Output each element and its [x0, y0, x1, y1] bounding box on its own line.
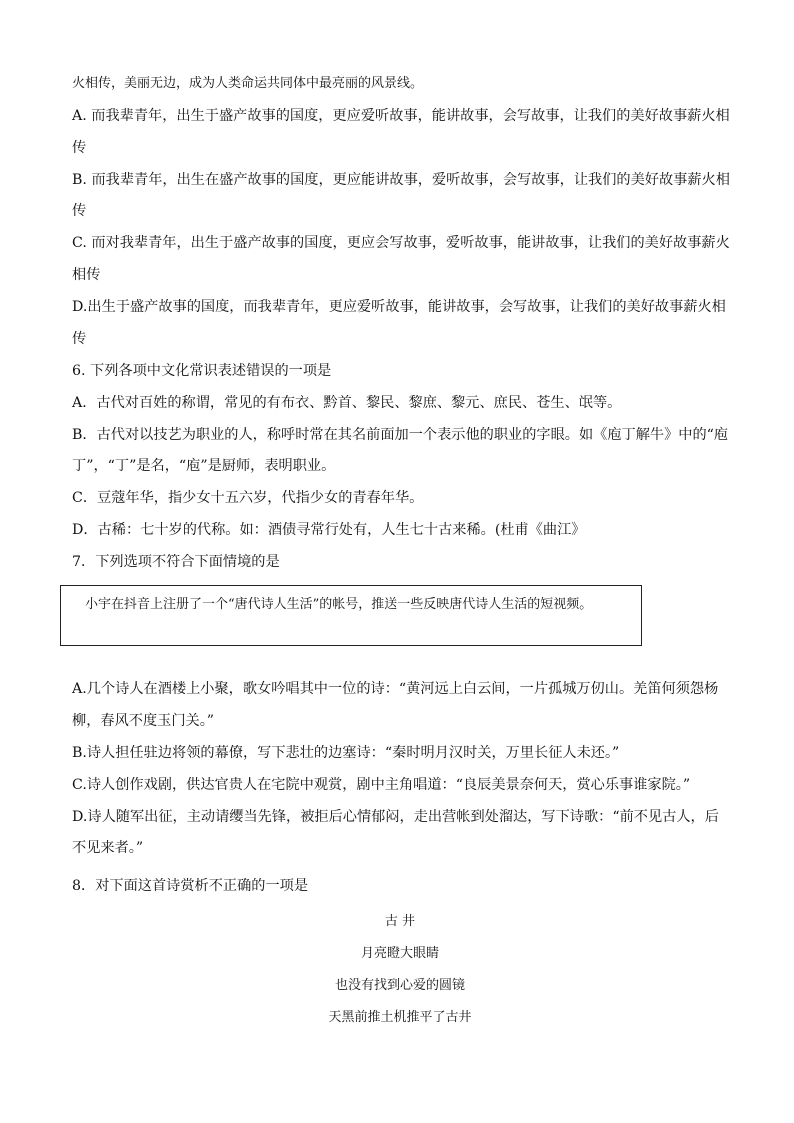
q7-scenario-box	[60, 585, 642, 646]
poem-title: 古 井	[384, 914, 416, 929]
q8-stem: 8．对下面这首诗赏析不正确的一项是	[72, 878, 309, 894]
q5-option-a-line2: 传	[72, 140, 87, 156]
q5-option-d-line1: D.出生于盛产故事的国度，而我辈青年，更应爱听故事，能讲故事，会写故事，让我们的美好故事薪火相	[72, 299, 726, 315]
q5-option-a-line1: A. 而我辈青年，出生于盛产故事的国度，更应爱听故事，能讲故事，会写故事，让我们的美好故事薪火相	[72, 108, 730, 124]
q7-option-a-line2: 柳，春风不度玉门关。”	[72, 713, 215, 729]
q7-option-d-line2: 不见来者。”	[72, 840, 144, 856]
poem-line-3: 天黑前推土机推平了古井	[328, 1010, 472, 1025]
q7-option-b: B.诗人担任驻边将领的幕僚，写下悲壮的边塞诗：“秦时明月汉时关，万里长征人未还。”	[72, 745, 620, 761]
q6-option-a: A．古代对百姓的称谓，常见的有布衣、黔首、黎民、黎庶、黎元、庶民、苍生、氓等。	[72, 395, 622, 411]
q5-option-b-line2: 传	[72, 203, 87, 219]
intro-line: 火相传，美丽无边，成为人类命运共同体中最亮丽的风景线。	[72, 76, 424, 91]
q5-option-b-line1: B. 而我辈青年，出生在盛产故事的国度，更应能讲故事，爱听故事，会写故事，让我们的美好故事薪火相	[72, 172, 730, 188]
q6-stem: 6. 下列各项中文化常识表述错误的一项是	[72, 363, 332, 379]
q5-option-c-line1: C. 而对我辈青年，出生于盛产故事的国度，更应会写故事，爱听故事，能讲故事，让我们的美好故事薪火	[72, 235, 730, 251]
q6-option-c: C．豆蔻年华，指少女十五六岁，代指少女的青春年华。	[72, 490, 424, 506]
q6-option-b-line2: 丁”，“丁”是名，“庖”是厨师，表明职业。	[72, 458, 336, 474]
q7-scenario-text: 小宇在抖音上注册了一个“唐代诗人生活”的帐号，推送一些反映唐代诗人生活的短视频。	[85, 597, 593, 612]
q5-option-c-line2: 相传	[72, 267, 101, 283]
poem-line-1: 月亮瞪大眼睛	[360, 946, 439, 961]
q5-option-d-line2: 传	[72, 331, 87, 347]
q7-stem: 7．下列选项不符合下面情境的是	[72, 554, 280, 570]
q7-option-c: C.诗人创作戏剧，供达官贵人在宅院中观赏，剧中主角唱道：“良辰美景奈何天，赏心乐事谁家院。”	[72, 777, 691, 793]
q6-option-b-line1: B．古代对以技艺为职业的人，称呼时常在其名前面加一个表示他的职业的字眼。如《庖丁解牛》中的“庖	[72, 427, 729, 443]
poem-line-2: 也没有找到心爱的圆镜	[334, 978, 465, 993]
q7-option-d-line1: D.诗人随军出征，主动请缨当先锋，被拒后心情郁闷，走出营帐到处溜达，写下诗歌：“前不见古人，后	[72, 809, 719, 825]
q7-option-a-line1: A.几个诗人在酒楼上小聚，歌女吟唱其中一位的诗：“黄河远上白云间，一片孤城万仞山。羌笛何须怨杨	[72, 681, 719, 697]
q6-option-d: D．古稀：七十岁的代称。如：酒债寻常行处有，人生七十古来稀。(杜甫《曲江》	[72, 522, 586, 538]
